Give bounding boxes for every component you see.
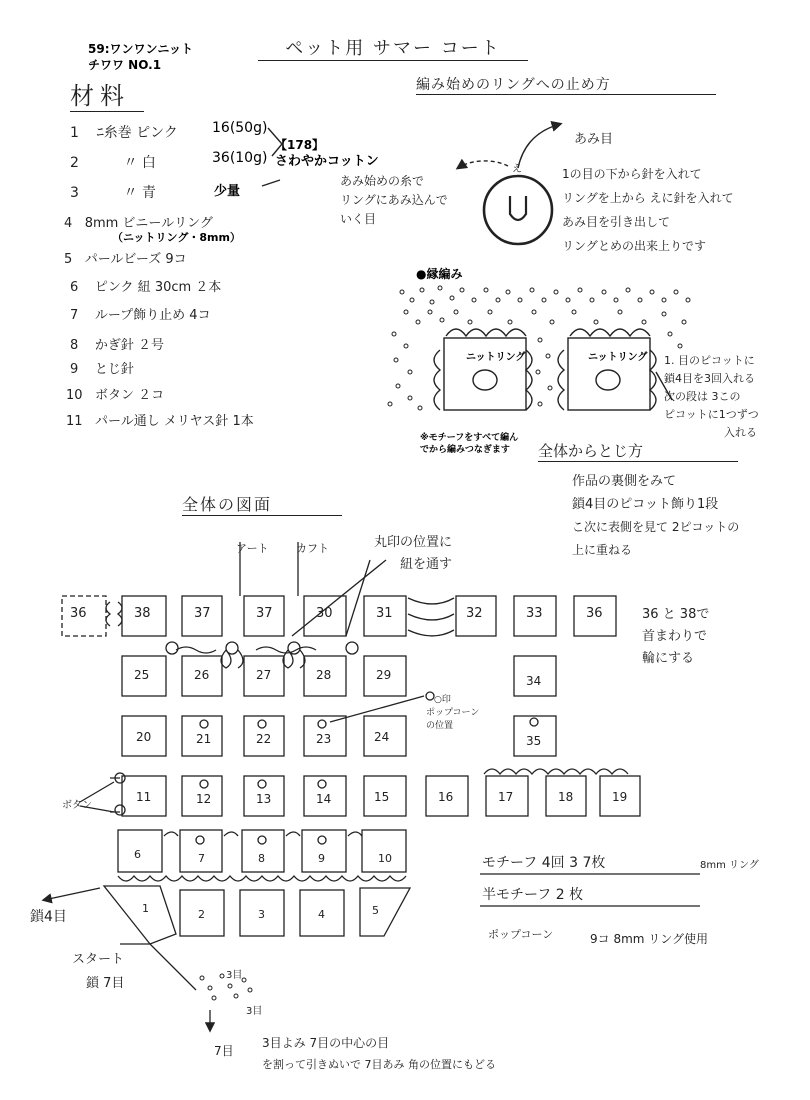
note-line: リングとめの出来上りです <box>562 239 707 253</box>
scallop <box>118 602 122 626</box>
tie-circle <box>166 642 178 654</box>
cell-number: 12 <box>196 792 212 806</box>
motif-box <box>362 830 406 872</box>
note-line: あみ目を引き出して <box>562 215 671 229</box>
scallop <box>484 769 628 774</box>
material-item <box>70 276 221 295</box>
ring-stitch <box>510 196 526 220</box>
cell-number: 21 <box>196 732 212 746</box>
cell-number: 3 <box>258 908 265 921</box>
neck-note <box>642 604 709 670</box>
note-line: ※モチーフをすべて編ん <box>420 433 519 443</box>
note-line: 紐を通す <box>400 557 453 572</box>
chain-label: 鎖4目 <box>30 909 67 925</box>
tie-circle <box>346 642 358 654</box>
ring-section-heading: 編み始めのリングへの止め方 <box>416 74 716 95</box>
cell-number: 19 <box>612 790 628 804</box>
material-num: 5 <box>64 252 73 267</box>
note-line: 1. 目のピコットに <box>664 354 755 367</box>
note-line: 次の段は 3この <box>664 390 741 403</box>
motif-box <box>242 830 284 872</box>
material-num: 9 <box>70 362 79 377</box>
cell-number: 2 <box>198 908 205 921</box>
pointer-line <box>346 560 370 636</box>
popcorn-label: ポップコーン <box>488 928 554 941</box>
stitch-label: あみ目 <box>574 132 614 147</box>
popcorn-circle <box>318 780 326 788</box>
note-line: ポップコーン <box>426 708 480 718</box>
joining-heading: 全体からとじ方 <box>538 440 738 462</box>
row-label: 3目 <box>226 970 243 981</box>
material-text: パール通し メリヤス針 1本 <box>94 414 254 429</box>
note-line: 3目よみ 7目の中心の目 <box>262 1036 390 1050</box>
bow <box>283 650 305 668</box>
materials-heading: 材料 <box>70 76 144 112</box>
pointer-line <box>292 560 386 636</box>
chain-arrow <box>44 888 100 900</box>
bow <box>221 650 243 668</box>
material-num: 3 <box>70 185 79 201</box>
material-item <box>70 122 178 142</box>
cell-number: 38 <box>134 606 151 621</box>
material-text: 8mm ビニールリング <box>84 216 213 231</box>
cell-number: 37 <box>194 606 211 621</box>
cell-number: 4 <box>318 908 325 921</box>
popcorn-circle <box>196 836 204 844</box>
tie-circle <box>226 642 238 654</box>
bottom-note <box>262 1032 496 1076</box>
popcorn-circle <box>473 370 497 390</box>
motif-count: モチーフ 4回 3 7枚 <box>482 855 606 871</box>
cell-number: 36 <box>586 606 603 621</box>
button-circle <box>115 805 125 815</box>
motif-box <box>302 830 346 872</box>
material-item <box>70 334 164 353</box>
material-item <box>70 358 134 377</box>
material-text: 〃 白 <box>123 155 156 171</box>
popcorn-circle <box>258 780 266 788</box>
scallop <box>164 832 362 836</box>
scallop <box>526 350 532 410</box>
cell-number: 6 <box>134 848 141 861</box>
note-line: 入れる <box>724 426 757 439</box>
cell-number: 34 <box>526 674 542 688</box>
note-line: いく目 <box>340 212 377 226</box>
cell-number: 16 <box>438 790 454 804</box>
yarn-code: 【178】 <box>275 138 325 152</box>
note-line: 36 と 38で <box>642 607 710 622</box>
cell-number: 29 <box>376 668 392 682</box>
note-line: 鎖4目を3回入れる <box>664 372 755 385</box>
material-text: ボタン ２コ <box>94 388 165 403</box>
arm-label: カフト <box>296 542 329 555</box>
note-line: 丸印の位置に <box>374 535 453 550</box>
scallop <box>118 876 406 881</box>
material-text: ループ飾り止め 4コ <box>94 308 211 323</box>
material-num: 6 <box>70 280 79 295</box>
material-text: ﾆ糸巻 ピンク <box>96 125 178 141</box>
cell-number: 32 <box>466 606 483 621</box>
yarn-name: さわやかコットン <box>275 154 379 169</box>
material-item <box>66 410 254 429</box>
chain-line <box>176 647 316 653</box>
material-amount: 36(10g) <box>212 150 268 166</box>
material-num: 7 <box>70 308 79 323</box>
material-num: 4 <box>64 216 73 231</box>
cell-number: 9 <box>318 852 325 865</box>
scallop <box>408 598 454 636</box>
material-item <box>66 384 164 403</box>
cell-number: 17 <box>498 790 514 804</box>
motif-ring: 8mm リング <box>700 860 759 871</box>
cell-number: 31 <box>376 606 393 621</box>
popcorn-circle <box>530 718 538 726</box>
scallop <box>434 350 440 410</box>
material-item <box>64 248 187 267</box>
ring-note: （ニットリング・8mm） <box>112 231 241 244</box>
button-label: ボタン <box>62 800 92 811</box>
popcorn-circle <box>318 836 326 844</box>
material-text: かぎ針 ２号 <box>94 338 164 353</box>
note-line: 作品の裏側をみて <box>572 474 677 489</box>
note-line: 1の目の下から針を入れて <box>562 167 702 181</box>
popcorn-circle <box>318 720 326 728</box>
note-line: 鎖 7目 <box>86 976 125 991</box>
popcorn-count: 9コ 8mm リング使用 <box>590 932 709 946</box>
material-amount: 16(50g) <box>212 120 268 136</box>
scallop <box>650 350 656 410</box>
popcorn-circle <box>200 720 208 728</box>
cell-number: 1 <box>142 902 149 915</box>
half-motif <box>104 886 176 944</box>
note-line: 輪にする <box>642 651 695 666</box>
material-num: 1 <box>70 125 79 141</box>
cell-number: 15 <box>374 790 390 804</box>
scallop <box>570 329 650 336</box>
note-line: ピコットに1つずつ <box>664 408 759 421</box>
ring-right-note <box>562 162 734 258</box>
pointer-line <box>330 696 424 722</box>
note-line: 首まわりで <box>642 629 708 644</box>
border-footnote <box>420 432 518 456</box>
pattern-code: 59:ワンワンニット <box>88 42 194 56</box>
popcorn-circle <box>200 780 208 788</box>
cell-number: 24 <box>374 730 390 744</box>
cell-number: 10 <box>378 852 392 865</box>
note-line: リングを上から えに針を入れて <box>562 191 734 205</box>
cell-number: 35 <box>526 734 542 748</box>
circle-note <box>374 532 452 576</box>
cell-number: 30 <box>316 606 333 621</box>
dashed-arrow <box>458 161 508 168</box>
cell-number: 18 <box>558 790 574 804</box>
note-line: でから編みつなぎます <box>420 445 510 455</box>
cell-number: 20 <box>136 730 152 744</box>
diagram-heading: 全体の図面 <box>182 492 342 516</box>
ring-left-note <box>340 172 448 229</box>
cell-number: 22 <box>256 732 272 746</box>
material-num: 2 <box>70 155 79 171</box>
cell-number: 7 <box>198 852 205 865</box>
bracket-mark <box>262 180 280 186</box>
tie-circle <box>288 642 300 654</box>
cell-number: 26 <box>194 668 210 682</box>
motif-box <box>180 830 222 872</box>
material-text: とじ針 <box>94 362 134 377</box>
arm-label: アート <box>236 542 269 555</box>
cell-number: 37 <box>256 606 273 621</box>
note-line: こ次に表側を見て 2ピコットの <box>572 520 740 534</box>
material-item <box>70 152 156 172</box>
note-line: 上に重ねる <box>572 543 633 557</box>
cell-number: 13 <box>256 792 272 806</box>
knit-ring-label: ニットリング <box>588 352 648 363</box>
border-label: ●縁編み <box>416 267 463 281</box>
material-text: パールビーズ 9コ <box>84 252 187 267</box>
cell-number: 33 <box>526 606 543 621</box>
row-label: 3目 <box>246 1006 263 1017</box>
pointer-line <box>120 944 196 990</box>
cell-number: 14 <box>316 792 332 806</box>
material-num: 10 <box>66 388 83 403</box>
popcorn-note <box>426 694 479 733</box>
button-circle <box>115 773 125 783</box>
note-line: の位置 <box>426 721 454 731</box>
material-amount: 少量 <box>214 184 241 199</box>
start-label <box>72 948 124 996</box>
material-item <box>70 304 211 323</box>
note-line: スタート <box>72 952 125 967</box>
scallop <box>446 329 526 336</box>
scallop <box>106 602 110 626</box>
cell-number: 11 <box>136 790 152 804</box>
half-motif-count: 半モチーフ 2 枚 <box>482 887 584 903</box>
note-line: 鎖4目のピコット飾り1段 <box>572 497 719 512</box>
knit-ring-label: ニットリング <box>466 352 526 363</box>
ring-label: え <box>512 164 522 175</box>
joining-text <box>572 470 739 562</box>
row-label: 7目 <box>214 1044 234 1058</box>
breed-label: チワワ NO.1 <box>88 58 162 72</box>
cell-number: 23 <box>316 732 332 746</box>
half-motif <box>360 888 410 936</box>
button-tie <box>110 778 120 812</box>
material-text: ピンク 紐 30cm ２本 <box>94 280 222 295</box>
note-line: あみ始めの糸で <box>340 174 425 188</box>
material-num: 11 <box>66 414 83 429</box>
material-item <box>70 182 156 202</box>
border-side-note <box>664 352 759 442</box>
cell-number: 8 <box>258 852 265 865</box>
page-title: ペット用 サマー コート <box>258 34 528 61</box>
cell-number: 5 <box>372 904 379 917</box>
note-line: を割って引きぬいで 7目あみ 角の位置にもどる <box>262 1058 496 1071</box>
popcorn-circle <box>258 836 266 844</box>
cell-number: 27 <box>256 668 272 682</box>
scallop <box>558 350 564 410</box>
up-arrow <box>518 124 560 168</box>
material-num: 8 <box>70 338 79 353</box>
note-line: ○印 <box>434 695 451 705</box>
popcorn-circle <box>258 720 266 728</box>
material-text: 〃 青 <box>123 185 156 201</box>
ring-circle <box>484 176 552 244</box>
popcorn-circle <box>596 370 620 390</box>
cell-number: 28 <box>316 668 332 682</box>
cell-number: 36 <box>70 606 87 621</box>
note-line: リングにあみ込んで <box>340 193 448 207</box>
cell-number: 25 <box>134 668 150 682</box>
